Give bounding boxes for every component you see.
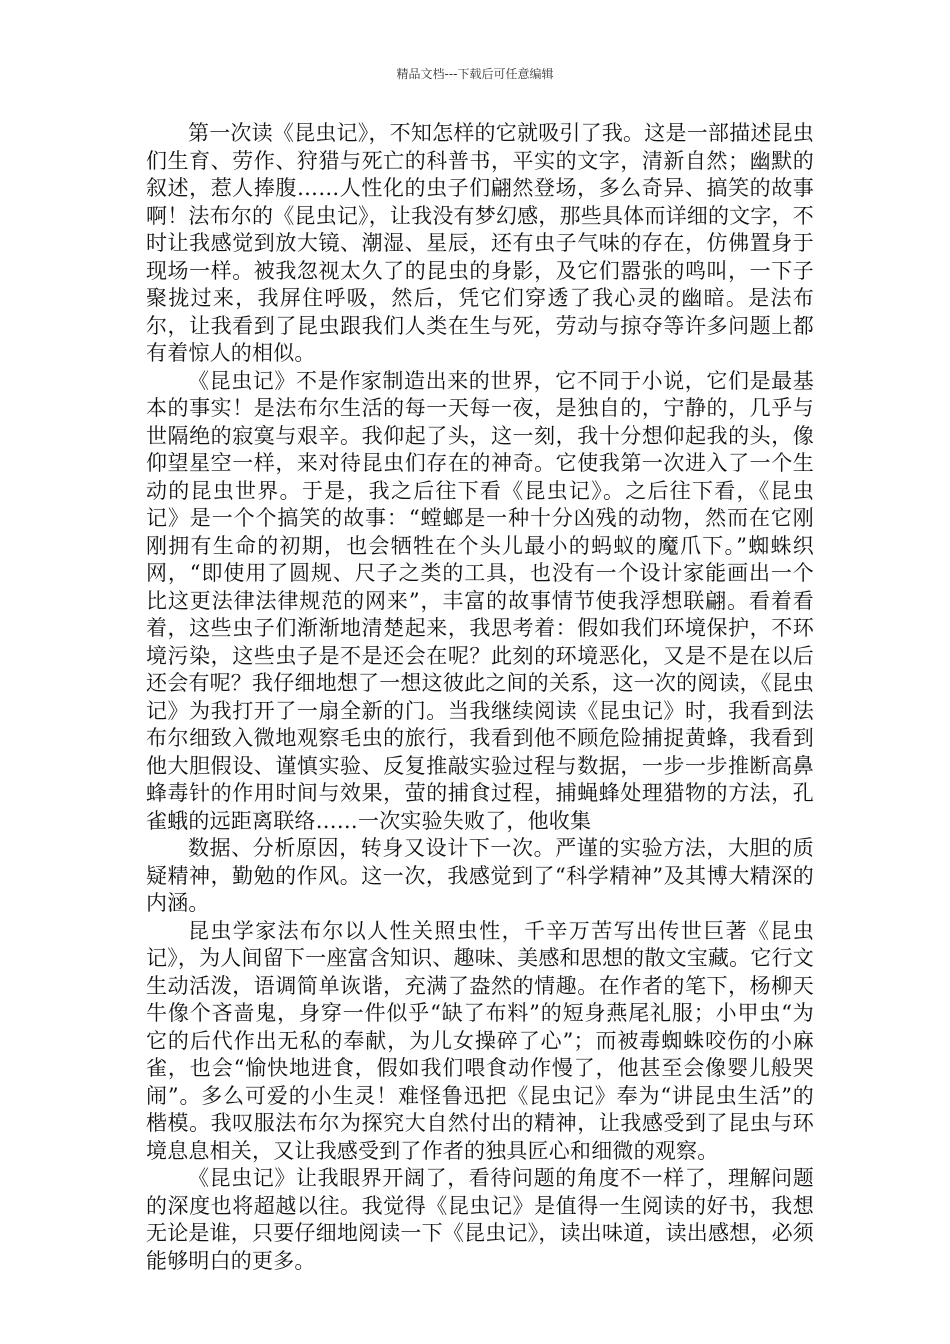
paragraph-3: 数据、分析原因，转身又设计下一次。严谨的实验方法，大胆的质疑精神，勤勉的作风。这一次，我感觉到了“科学精神”及其博大精深的内涵。	[146, 836, 814, 915]
paragraph-1: 第一次读《昆虫记》，不知怎样的它就吸引了我。这是一部描述昆虫们生育、劳作、狩猎与死亡的科普书，平实的文字，清新自然；幽默的叙述，惹人捧腹……人性化的虫子们翩然登场，多么奇异、搞笑的故事啊！法布尔的《昆虫记》，让我没有梦幻感，那些具体而详细的文字，不时让我感觉到放大镜、潮湿、星辰，还有虫子气味的存在，仿佛置身于现场一样。被我忽视太久了的昆虫的身影，及它们嚣张的鸣叫，一下子聚拢过来，我屏住呼吸，然后，凭它们穿透了我心灵的幽暗。是法布尔，让我看到了昆虫跟我们人类在生与死，劳动与掠夺等许多问题上都有着惊人的相似。	[146, 121, 814, 365]
paragraph-5: 《昆虫记》让我眼界开阔了，看待问题的角度不一样了，理解问题的深度也将超越以往。我觉得《昆虫记》是值得一生阅读的好书，我想无论是谁，只要仔细地阅读一下《昆虫记》，读出味道，读出感想，必须能够明白的更多。	[146, 1166, 814, 1273]
essay-body	[146, 120, 814, 1275]
page-header: 精品文档---下载后可任意编辑	[396, 67, 554, 81]
paragraph-2: 《昆虫记》不是作家制造出来的世界，它不同于小说，它们是最基本的事实！是法布尔生活的每一天每一夜，是独自的，宁静的，几乎与世隔绝的寂寞与艰辛。我仰起了头，这一刻，我十分想仰起我的头，像仰望星空一样，来对待昆虫们存在的神奇。它使我第一次进入了一个生动的昆虫世界。于是，我之后往下看《昆虫记》。之后往下看，《昆虫记》是一个个搞笑的故事：“螳螂是一种十分凶残的动物，然而在它刚刚拥有生命的初期，也会牺牲在个头儿最小的蚂蚁的魔爪下。”蜘蛛织网，“即使用了圆规、尺子之类的工具，也没有一个设计家能画出一个比这更法律法律规范的网来”，丰富的故事情节使我浮想联翩。看着看着，这些虫子们渐渐地清楚起来，我思考着：假如我们环境保护，不环境污染，这些虫子是不是还会在呢？此刻的环境恶化，又是不是在以后还会有呢？我仔细地想了一想这彼此之间的关系，这一次的阅读，《昆虫记》为我打开了一扇全新的门。当我继续阅读《昆虫记》时，我看到法布尔细致入微地观察毛虫的旅行，我看到他不顾危险捕捉黄蜂，我看到他大胆假设、谨慎实验、反复推敲实验过程与数据，一步一步推断高鼻蜂毒针的作用时间与效果，萤的捕食过程，捕蝇蜂处理猎物的方法，孔雀蛾的远距离联络……一次实验失败了，他收集	[146, 368, 814, 833]
paragraph-4: 昆虫学家法布尔以人性关照虫性，千辛万苦写出传世巨著《昆虫记》，为人间留下一座富含知识、趣味、美感和思想的散文宝藏。它行文生动活泼，语调简单诙谐，充满了盎然的情趣。在作者的笔下，杨柳天牛像个吝啬鬼，身穿一件似乎“缺了布料”的短身燕尾礼服；小甲虫“为它的后代作出无私的奉献，为儿女操碎了心”；而被毒蜘蛛咬伤的小麻雀，也会“愉快地进食，假如我们喂食动作慢了，他甚至会像婴儿般哭闹”。多么可爱的小生灵！难怪鲁迅把《昆虫记》奉为“讲昆虫生活”的楷模。我叹服法布尔为探究大自然付出的精神，让我感受到了昆虫与环境息息相关，又让我感受到了作者的独具匠心和细微的观察。	[146, 918, 814, 1163]
